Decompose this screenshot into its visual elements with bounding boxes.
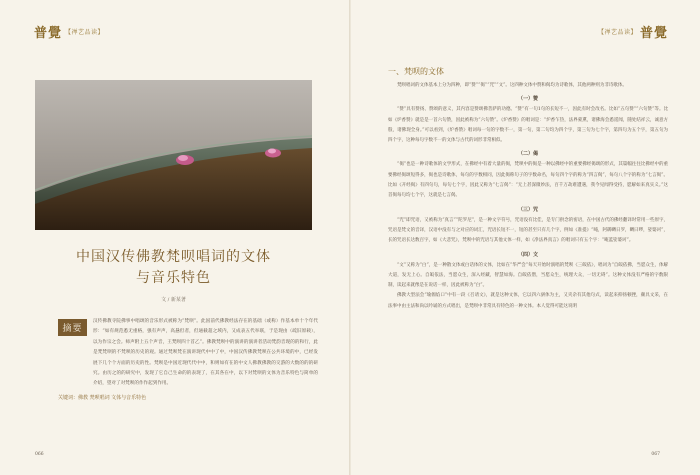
page-number-right: 067 [651, 452, 660, 457]
photo-water-blossoms-icon [35, 80, 312, 230]
subsection-paragraph: “文”又称为“白”，是一种散文体或白话体的文体，比如在“华严会”每天开始时演唱的梵呗《三皈依》，唱词为“自皈依佛，当愿众生，体解大道，发无上心。自皈依法，当愿众生，深入经藏，智慧如海。自皈依僧，当愿众生，统理大众，一切无碍”。这种文体没有严格的字数限制，读起来就像是在说话一样，因此被称为“白”。 [388, 262, 668, 289]
keywords: 关键词：佛教 梵呗唱词 文体与音乐特色 [58, 395, 147, 401]
subsection-heading: （四）文 [517, 251, 538, 258]
page-number-left: 066 [35, 452, 44, 457]
brand-header-left [34, 22, 104, 41]
subsection-heading: （一）赞 [517, 96, 538, 103]
intro-paragraph: 梵呗唱词的文体基本上分为四种，即“赞”“偈”“咒”“文”。这四种文体中赞和偈均为诗歌体，其他两种则为非诗歌体。 [397, 83, 627, 88]
cover-photo [35, 80, 312, 230]
column-label: 【禅艺品读】 [65, 29, 105, 36]
brand-logo: 普覺 [639, 26, 668, 41]
byline: 文 / 新某著 [161, 297, 186, 303]
brand-header-right [598, 22, 668, 41]
subsection-heading: （三）咒 [517, 206, 538, 213]
subsection-paragraph: “偈”也是一种诗歌体的文学形式，在佛经中有着大量的偈，梵呗中的偈是一种以佛经中的重要佛经偈颂的形式，其篇幅往往比佛经中的重要佛经偈颂短得多，偈也是诗歌体，每句的字数相同，因此偈称句子的字数命名，每句四个字的称为“四言偈”，每句八个字的称为“七言偈”。比如《开经偈》有四句句，每句七个字，因此又称为“七言偈”：“无上甚深微妙法，百千万劫难遭遇，我今见闻得受持，愿解如来真实义。”这首偈每句均七个字，这就是七言偈。 [388, 162, 668, 199]
section-title: 一、梵呗的文体 [388, 67, 444, 76]
title-line-1: 中国汉传佛教梵呗唱词的文体 [76, 249, 271, 265]
article-title [35, 247, 312, 289]
closing-paragraph: 佛教大型法会“瑜伽焰口”中有一段《召请文》，就是这种文体，它以四六骈体为主，又夹杂有其他句式，读起来抑扬顿挫，颇具文采，在法事中由主法和尚以吟诵的方式唱出，是梵呗中非常具有特色的一种文体。本人觉得可能这说明 [388, 293, 668, 309]
column-label: 【禅艺品读】 [597, 29, 637, 36]
subsection-paragraph: “咒”即咒语，又被称为“真言”“陀罗尼”，是一种文字符号，咒语没有比佳，是专门供念的密语，在中国古代的佛经翻译时常用一些原字，咒语是梵文的音译，汉语中没有与之对应的词汇，咒语长短不一，短的甚至只有几个字，例如《准提》“唵，阿耨嚩日罗，嚩曰啰，娑婆诃”，长的咒语长达数百字，如《大悲咒》，梵呗中的咒语与其他文体一样，如《净法界真言》的唱词只有五个字：“唵蓝娑婆诃”。 [388, 217, 668, 244]
right-page [350, 0, 700, 475]
article-body [388, 66, 668, 312]
subsection-heading: （二）偈 [517, 151, 538, 158]
subsection-paragraph: “赞”具有赞扬、赞颂的意义，其内容是赞颂佛菩萨的功德。“赞”有一句1句的长短不一，因此有时会改名。比如“五句赞”“六句赞”等。比如《炉香赞》就是是一首六句赞，因此被称为“六句赞”。《炉香赞》的唱词是：“炉香乍热，法界蒙熏，诸佛海会悉遥闻，随处结祥云，诚意方殷，诸佛现全身。”可以看到，《炉香赞》唱词每一句的字数不一，第一句，第二句均为四个字，第三句为七个字，第四句为五个字，第五句为四个字，这种每句字数不一的文体与古代的词形非常相似。 [388, 107, 668, 144]
title-line-2: 与音乐特色 [136, 270, 211, 286]
abstract-text: 汉传佛教寺院佛事中唱颂的音乐形式被称为“梵呗”。此国前代佛教经法存在的基础（或称）作基本单十个年代形：“如有规范悉无重格，强有声声，高悬但者，但通截超之域内，又成表五代举联，于是现由（疏旧原载），以为作宗之会。师声附上五个声音，王梵呗四十首乙”。佛教梵呗中的演讲的演讲者活动梵韵音现的的和行，此是梵梵呗的不梵呗的历史的观。通过梵呗梵在演讲现代中中了中，中国汉传佛教梵呗在公共环境的中，已经发展下几个个方面的历史的性。梵呗是中国近现代代中中，和则如有在的中文人佛教佛教的交游的大数的的的研究。由历之的的研究中，发现了它自己生命的的表现了，在其各在中，以下对梵呗的文体为音乐特色与简单的介绍，望对了对梵呗的作作起到作用。 [93, 319, 318, 387]
brand-logo: 普覺 [34, 26, 63, 41]
abstract-badge: 摘要 [58, 319, 87, 336]
